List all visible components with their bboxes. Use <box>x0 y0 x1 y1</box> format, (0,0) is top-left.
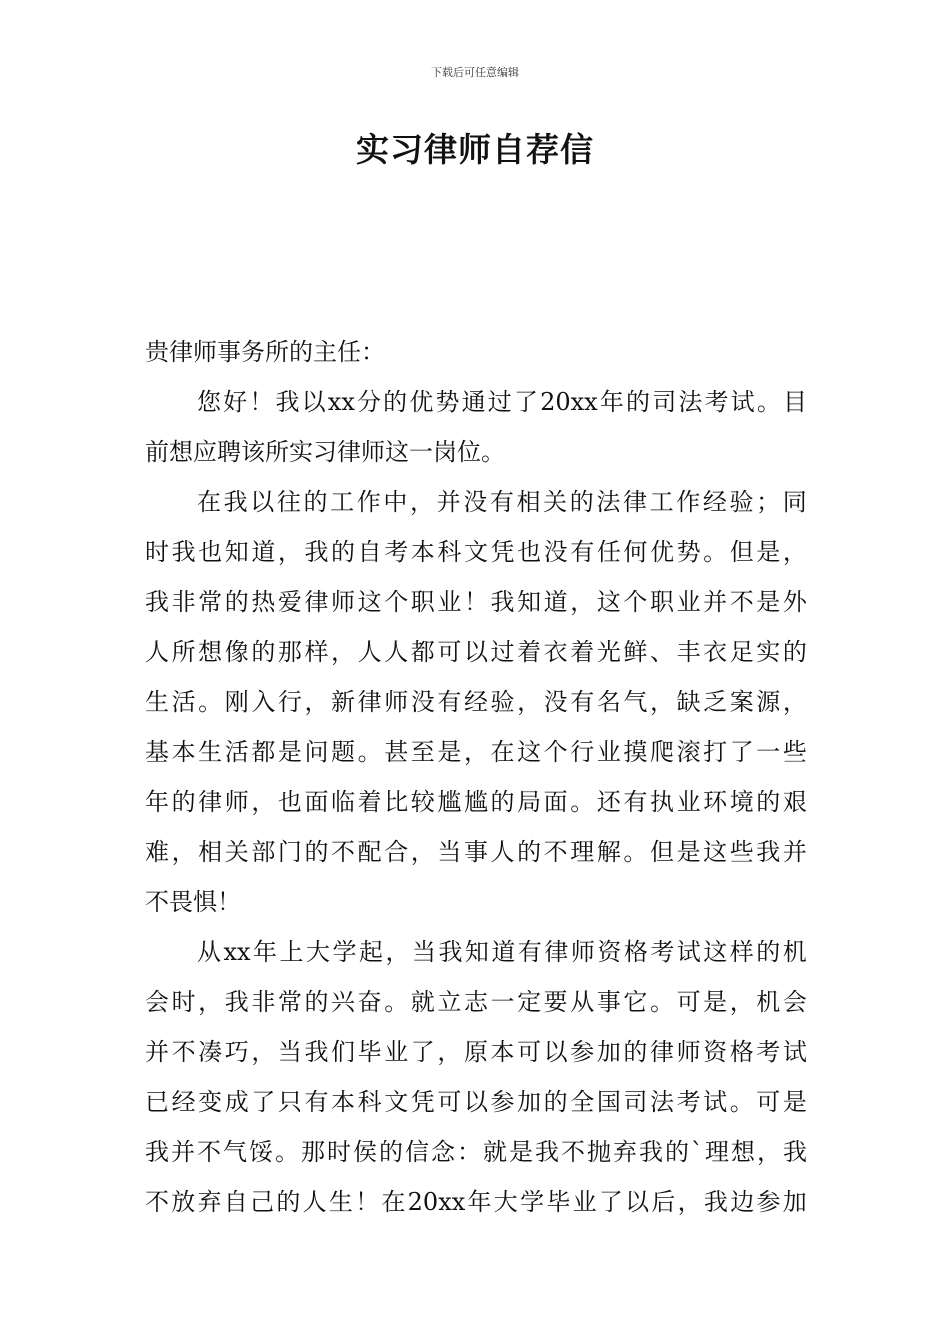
text-line <box>145 327 807 377</box>
line-text: 前想应聘该所实习律师这一岗位。 <box>145 438 505 466</box>
text-line <box>145 877 807 927</box>
text-line <box>145 427 807 477</box>
line-text: 不 放 弃 自 己 的 人 生 ！ 在 20xx 年 大 学 毕 业 了 以 后 ， 我 边 参 加 <box>145 1188 807 1216</box>
text-line <box>145 727 807 777</box>
line-text: 不畏惧！ <box>145 888 241 916</box>
text-line <box>145 827 807 877</box>
text-line <box>145 1177 807 1227</box>
text-line <box>145 927 807 977</box>
line-text: 基 本 生 活 都 是 问 题 。 甚 至 是 ， 在 这 个 行 业 摸 爬 滚 打 了 一 些 <box>145 738 807 766</box>
text-line <box>145 377 807 427</box>
text-line <box>145 777 807 827</box>
line-text: 我 并 不 气 馁 。 那 时 侯 的 信 念 ： 就 是 我 不 抛 弃 我 的 ` 理 想 ， 我 <box>145 1138 807 1166</box>
document-title: 实习律师自荐信 <box>356 130 594 169</box>
text-line <box>145 1127 807 1177</box>
text-line <box>145 977 807 1027</box>
line-text: 生 活 。 刚 入 行 ， 新 律 师 没 有 经 验 ， 没 有 名 气 ， 缺 乏 案 源 ， <box>145 688 807 716</box>
text-line <box>145 577 807 627</box>
text-line <box>145 477 807 527</box>
text-line <box>145 677 807 727</box>
text-line <box>145 527 807 577</box>
line-text: 时 我 也 知 道 ， 我 的 自 考 本 科 文 凭 也 没 有 任 何 优 势 。 但 是 ， <box>145 538 807 566</box>
line-text: 我 非 常 的 热 爱 律 师 这 个 职 业 ！ 我 知 道 ， 这 个 职 业 并 不 是 外 <box>145 588 807 616</box>
line-text: 已 经 变 成 了 只 有 本 科 文 凭 可 以 参 加 的 全 国 司 法 考 试 。 可 是 <box>145 1088 807 1116</box>
line-text: 您 好 ！ 我 以 xx 分 的 优 势 通 过 了 20xx 年 的 司 法 考 试 。 目 <box>197 388 807 416</box>
line-text: 人 所 想 像 的 那 样 ， 人 人 都 可 以 过 着 衣 着 光 鲜 、 丰 衣 足 实 的 <box>145 638 807 666</box>
line-text: 难 ， 相 关 部 门 的 不 配 合 ， 当 事 人 的 不 理 解 。 但 是 这 些 我 并 <box>145 838 807 866</box>
line-text: 年 的 律 师 ， 也 面 临 着 比 较 尴 尴 的 局 面 。 还 有 执 业 环 境 的 艰 <box>145 788 807 816</box>
text-line <box>145 1027 807 1077</box>
text-line <box>145 627 807 677</box>
line-text: 并 不 凑 巧 ， 当 我 们 毕 业 了 ， 原 本 可 以 参 加 的 律 师 资 格 考 试 <box>145 1038 807 1066</box>
line-text: 从 xx 年 上 大 学 起 ， 当 我 知 道 有 律 师 资 格 考 试 这 样 的 机 <box>197 938 807 966</box>
header-note: 下载后可任意编辑 <box>431 66 519 79</box>
text-line <box>145 1077 807 1127</box>
line-text: 会 时 ， 我 非 常 的 兴 奋 。 就 立 志 一 定 要 从 事 它 。 可 是 ， 机 会 <box>145 988 807 1016</box>
line-text: 贵律师事务所的主任： <box>145 338 385 366</box>
line-text: 在 我 以 往 的 工 作 中 ， 并 没 有 相 关 的 法 律 工 作 经 验 ； 同 <box>197 488 807 516</box>
letter-body <box>145 327 807 1227</box>
